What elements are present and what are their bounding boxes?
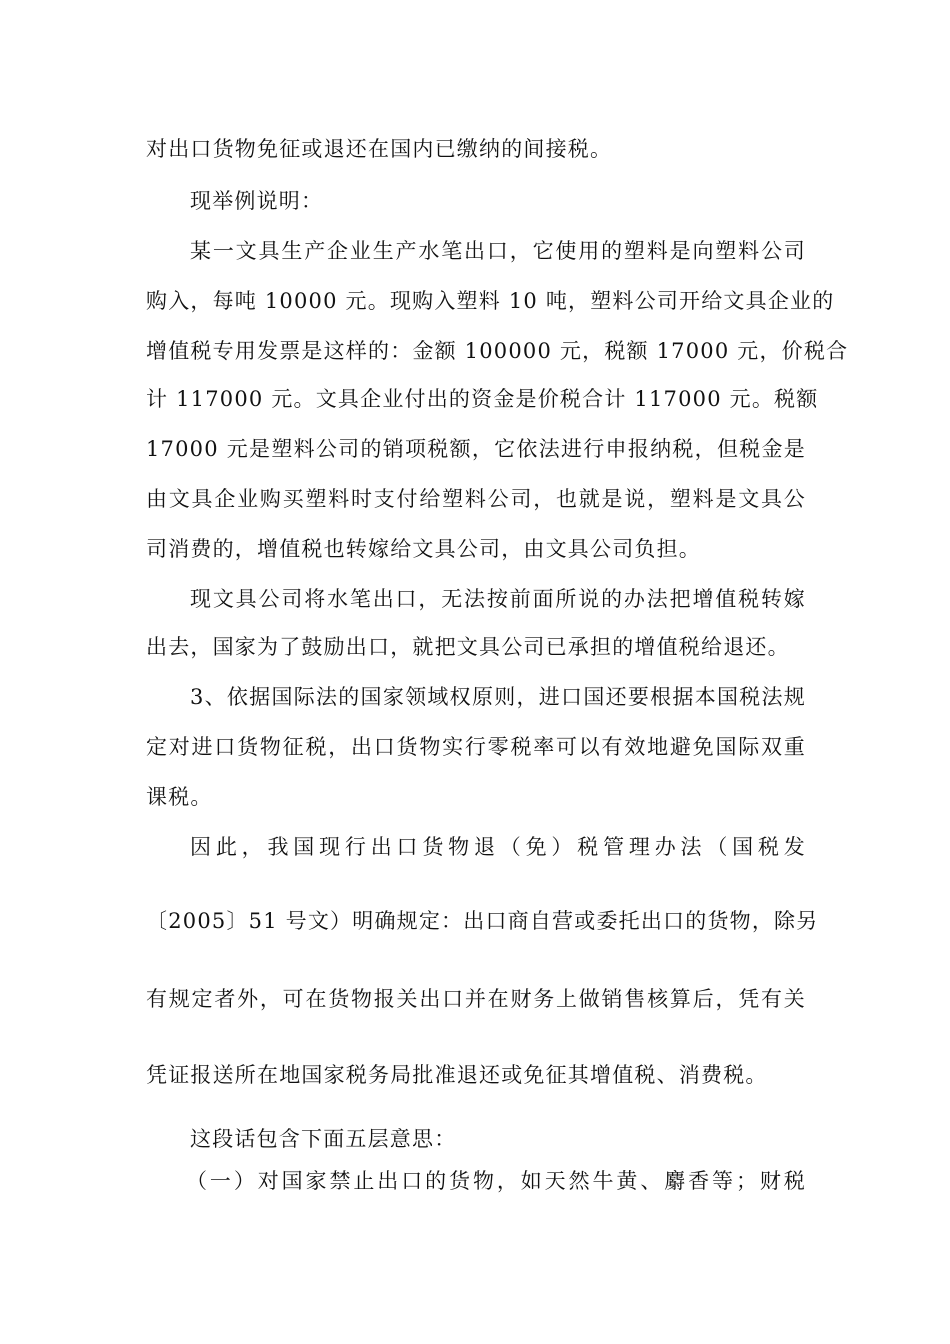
paragraph-line: 出去，国家为了鼓励出口，就把文具公司已承担的增值税给退还。 [146,635,790,659]
paragraph-line: （一）对国家禁止出口的货物，如天然牛黄、麝香等；财税 [186,1169,806,1193]
paragraph-line: 定对进口货物征税，出口货物实行零税率可以有效地避免国际双重 [146,735,806,759]
paragraph-line: 因此，我国现行出口货物退（免）税管理办法（国税发 [190,835,806,859]
paragraph-line: 〔2005〕51 号文）明确规定：出口商自营或委托出口的货物，除另 [146,909,819,933]
paragraph-line: 现文具公司将水笔出口，无法按前面所说的办法把增值税转嫁 [190,587,806,611]
paragraph-line: 司消费的，增值税也转嫁给文具公司，由文具公司负担。 [146,537,701,561]
paragraph-line: 现举例说明： [190,189,324,213]
paragraph-line: 购入，每吨 10000 元。现购入塑料 10 吨，塑料公司开给文具企业的 [146,289,835,313]
paragraph-line: 计 117000 元。文具企业付出的资金是价税合计 117000 元。税额 [146,387,819,411]
paragraph-line: 这段话包含下面五层意思： [190,1127,457,1151]
paragraph-line: 增值税专用发票是这样的：金额 100000 元，税额 17000 元，价税合 [146,339,849,363]
paragraph-line: 对出口货物免征或退还在国内已缴纳的间接税。 [146,137,613,161]
paragraph-line: 凭证报送所在地国家税务局批准退还或免征其增值税、消费税。 [146,1063,768,1087]
paragraph-line: 有规定者外，可在货物报关出口并在财务上做销售核算后，凭有关 [146,987,806,1011]
paragraph-line: 3、依据国际法的国家领域权原则，进口国还要根据本国税法规 [190,685,806,709]
paragraph-line: 课税。 [146,785,213,809]
paragraph-line: 某一文具生产企业生产水笔出口，它使用的塑料是向塑料公司 [190,239,806,263]
paragraph-line: 17000 元是塑料公司的销项税额，它依法进行申报纳税，但税金是 [146,437,806,461]
paragraph-line: 由文具企业购买塑料时支付给塑料公司，也就是说，塑料是文具公 [146,487,806,511]
